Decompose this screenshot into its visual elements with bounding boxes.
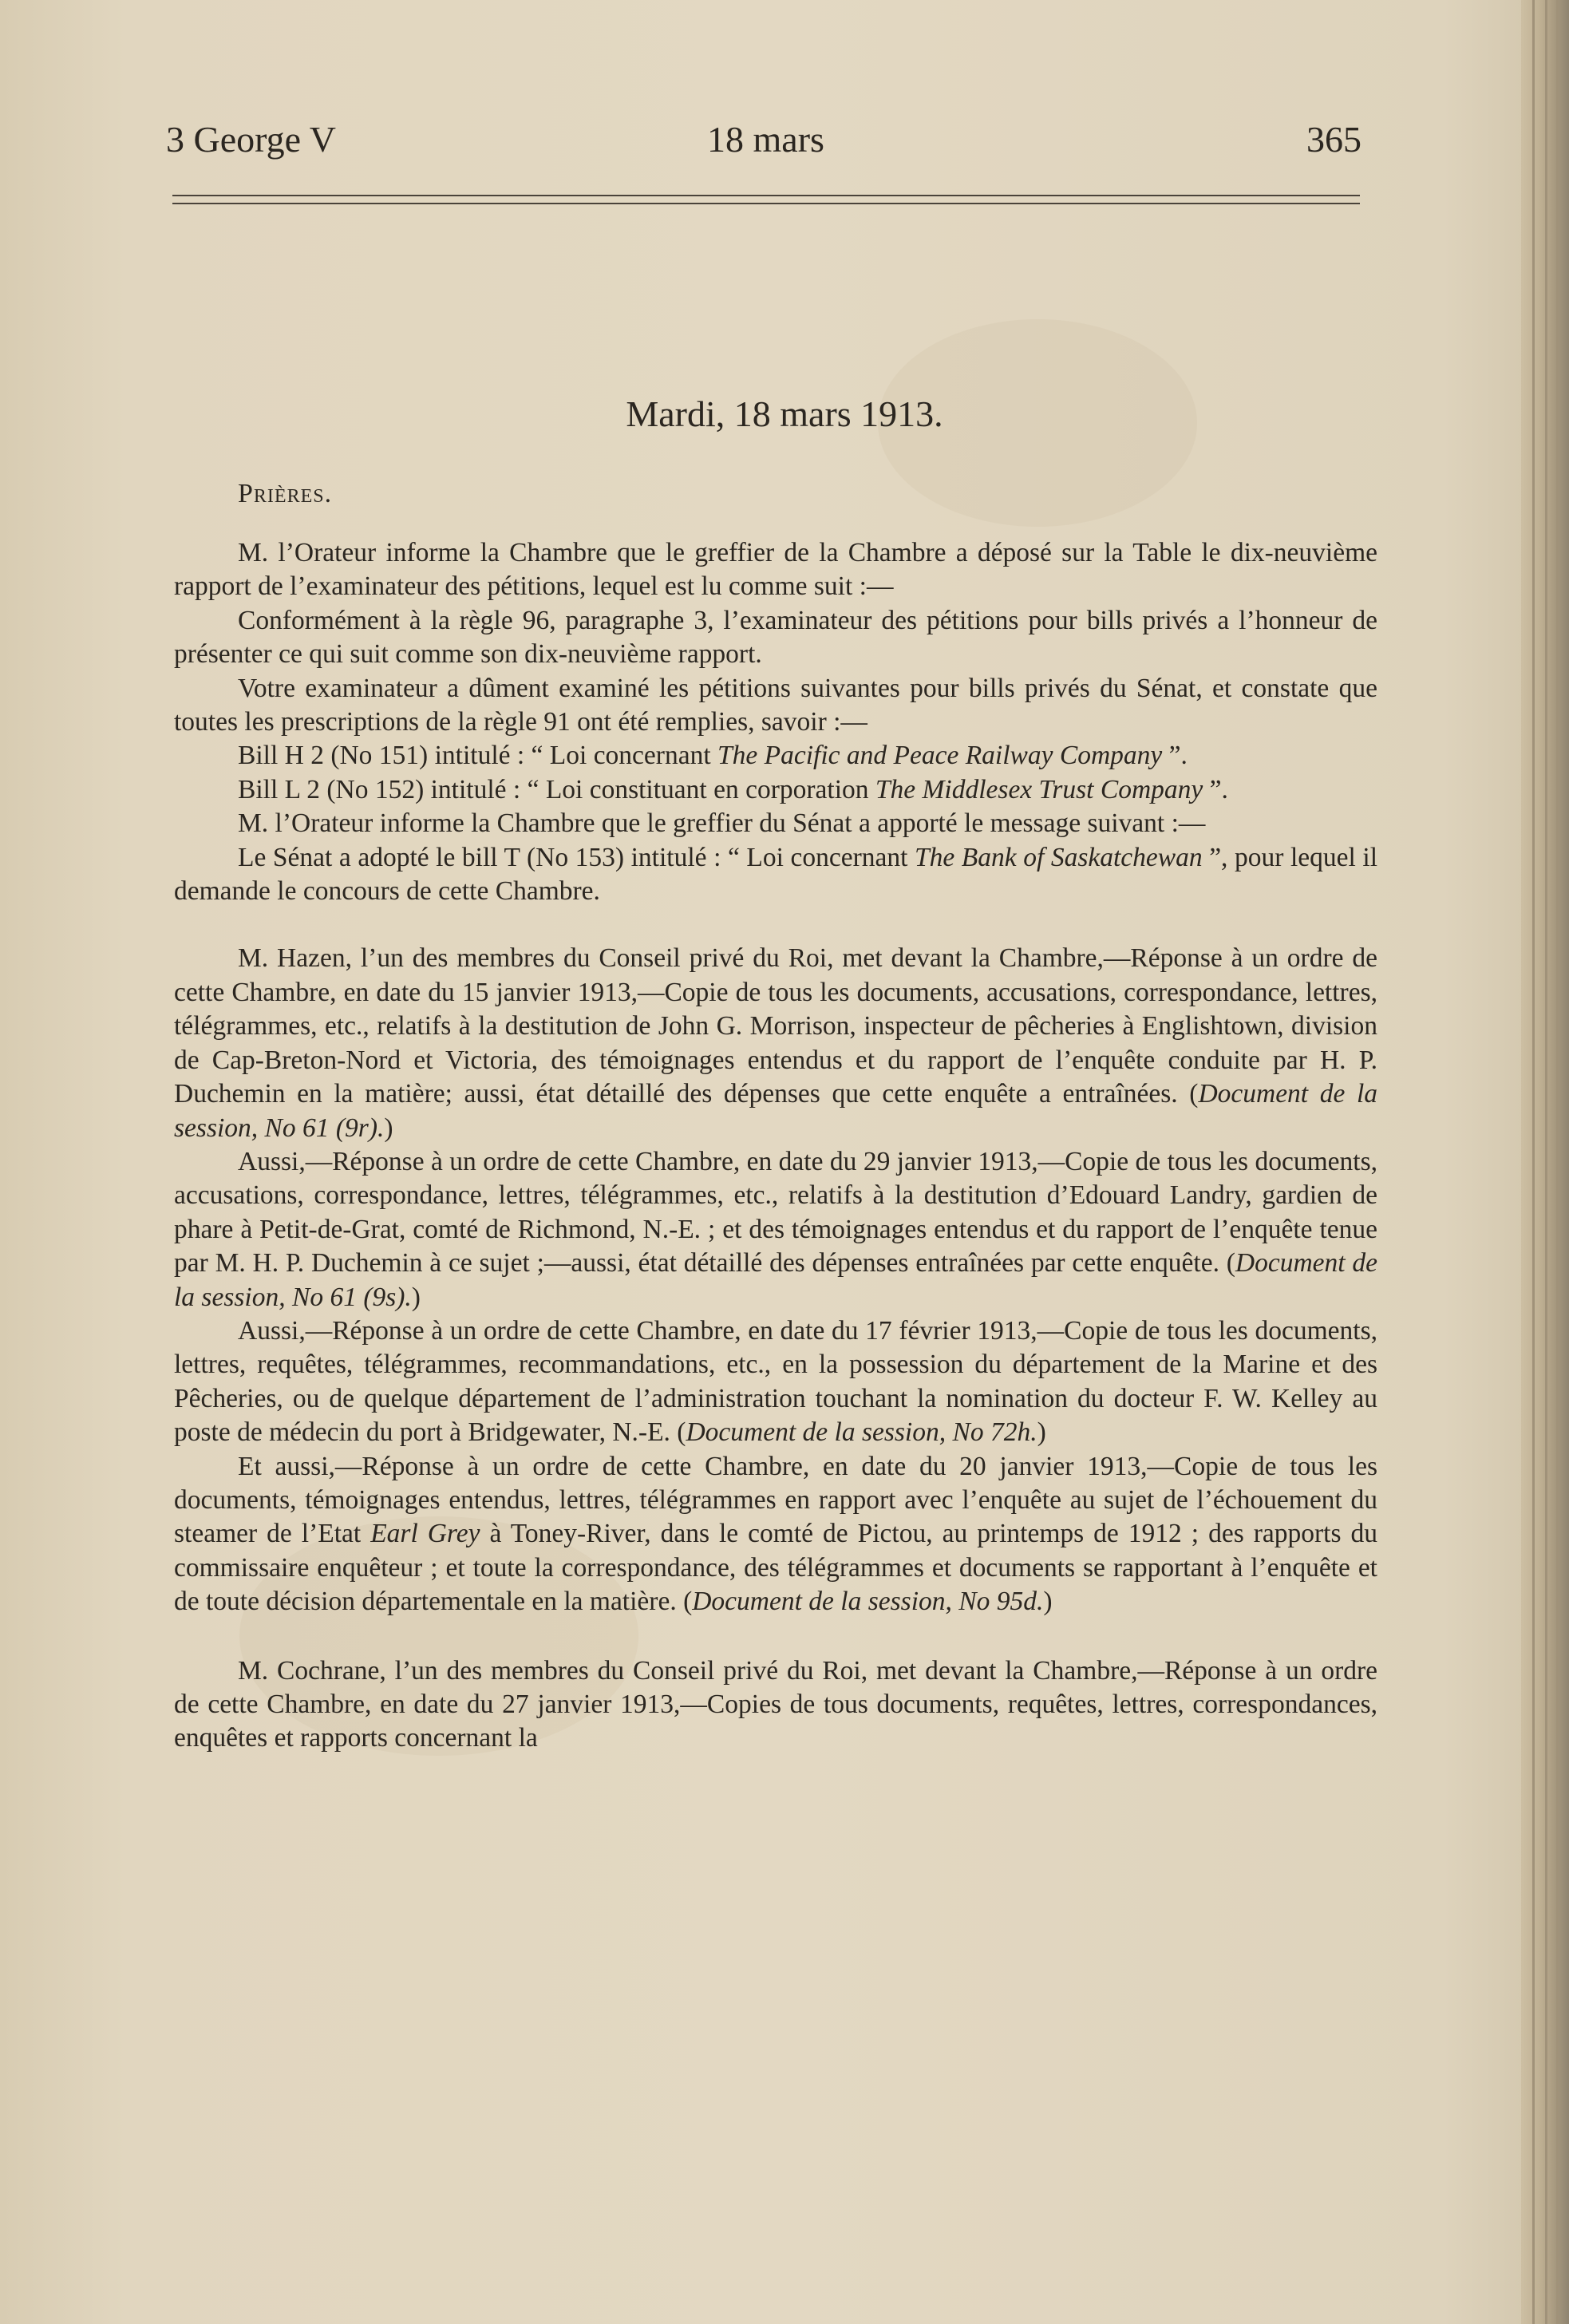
paragraph bbox=[174, 773, 1377, 807]
paragraph-text: Bill L 2 (No 152) intitulé : “ Loi constituant en corporation bbox=[238, 774, 875, 804]
italic-title: The Pacific and Peace Railway Company bbox=[717, 741, 1163, 771]
paragraph-text: M. Hazen, l’un des membres du Conseil privé du Roi, met devant la Chambre,—Réponse à un ordre de cette Chambre, en date du 15 janvier 1913,—Copie de tous les documents, accusations, correspondance, lettres, télégrammes, etc., relatifs à la destitution de John G. Morrison, inspecteur de pêcheries à Englishtown, division de Cap-Breton-Nord et Victoria, des témoignages entendus et du rapport de l’enquête conduite par H. P. Duchemin en la matière; aussi, état détaillé des dépenses que cette enquête a entraînées. ( bbox=[174, 943, 1377, 1109]
body-text bbox=[174, 536, 1377, 1756]
paragraph bbox=[174, 739, 1377, 773]
session-document-ref: Document de la session, No 72h. bbox=[686, 1417, 1037, 1448]
paragraph-text: Le Sénat a adopté le bill T (No 153) intitulé : “ Loi concernant bbox=[238, 842, 915, 872]
paragraph bbox=[174, 1314, 1377, 1450]
session-document-ref: Document de la session, No 61 (9r). bbox=[174, 1079, 1378, 1143]
paragraph-text: ”, pour lequel il demande le concours de cette Chambre. bbox=[174, 842, 1378, 907]
paragraph-text: M. l’Orateur informe la Chambre que le greffier de la Chambre a déposé sur la Table le dix-neuvième rapport de l’examinateur des pétitions, lequel est lu comme suit :— bbox=[174, 538, 1377, 602]
page-title: Mardi, 18 mars 1913. bbox=[626, 393, 943, 434]
page-edge-line bbox=[1545, 0, 1547, 2324]
paragraph bbox=[174, 1450, 1377, 1619]
paragraph-text: ) bbox=[384, 1113, 393, 1143]
paragraph bbox=[174, 536, 1377, 604]
header-rule bbox=[172, 195, 1360, 204]
paragraph-text: M. l’Orateur informe la Chambre que le greffier du Sénat a apporté le message suivant :— bbox=[238, 808, 1206, 839]
paragraph bbox=[174, 1654, 1377, 1756]
paragraph-text: à Toney-River, dans le comté de Pictou, au printemps de 1912 ; des rapports du commissaire enquêteur ; et toute la correspondance, des télégrammes et documents se rapportant à l’enquête et de toute décision départementale en la matière. ( bbox=[174, 1519, 1377, 1617]
paragraph-text: ”. bbox=[1203, 774, 1228, 804]
paragraph bbox=[174, 1145, 1377, 1314]
paragraph bbox=[174, 807, 1377, 840]
paragraph bbox=[174, 672, 1377, 740]
paragraph-text: ”. bbox=[1162, 741, 1188, 771]
paragraph-text: Conformément à la règle 96, paragraphe 3, l’examinateur des pétitions pour bills privés a l’honneur de présenter ce qui suit comme son dix-neuvième rapport. bbox=[174, 605, 1377, 670]
paragraph-text: M. Cochrane, l’un des membres du Conseil privé du Roi, met devant la Chambre,—Réponse à un ordre de cette Chambre, en date du 27 janvier 1913,—Copies de tous documents, requêtes, lettres, correspondances, enquêtes et rapports concernant la bbox=[174, 1655, 1377, 1753]
italic-title: The Middlesex Trust Company bbox=[875, 774, 1203, 804]
paragraph-text: Votre examinateur a dûment examiné les pétitions suivantes pour bills privés du Sénat, et constate que toutes les prescriptions de la règle 91 ont été remplies, savoir :— bbox=[174, 673, 1377, 737]
page-edge bbox=[1521, 0, 1569, 2324]
page-edge-line bbox=[1556, 0, 1559, 2324]
running-head-left: 3 George V bbox=[166, 119, 336, 160]
prieres-label: Prières. bbox=[238, 479, 333, 508]
paragraph-text: Et aussi,—Réponse à un ordre de cette Chambre, en date du 20 janvier 1913,—Copie de tous les documents, témoignages entendus, lettres, télégrammes en rapport avec l’enquête au sujet de l’échouement du steamer de l’Etat bbox=[174, 1451, 1377, 1549]
running-head bbox=[166, 118, 1362, 166]
italic-title: The Bank of Saskatchewan bbox=[914, 842, 1203, 872]
paragraph bbox=[174, 604, 1377, 672]
session-document-ref: Document de la session, No 61 (9s). bbox=[174, 1248, 1377, 1312]
paragraph-text: ) bbox=[411, 1282, 421, 1312]
paragraph-text: Bill H 2 (No 151) intitulé : “ Loi concernant bbox=[238, 741, 718, 771]
paragraph-text: ) bbox=[1037, 1417, 1046, 1448]
page-edge-line bbox=[1532, 0, 1535, 2324]
italic-title: Earl Grey bbox=[370, 1519, 480, 1549]
paragraph bbox=[174, 841, 1377, 909]
paragraph bbox=[174, 942, 1377, 1144]
page-number: 365 bbox=[1306, 119, 1362, 160]
paragraph-text: Aussi,—Réponse à un ordre de cette Chambre, en date du 17 février 1913,—Copie de tous les documents, lettres, requêtes, télégrammes, recommandations, etc., en la possession du département de la Marine et des Pêcheries, ou de quelque département de l’administration touchant la nomination du docteur F. W. Kelley au poste de médecin du port à Bridgewater, N.-E. ( bbox=[174, 1315, 1377, 1448]
paragraph-text: ) bbox=[1043, 1587, 1053, 1617]
session-document-ref: Document de la session, No 95d. bbox=[692, 1587, 1044, 1617]
paragraph-text: Aussi,—Réponse à un ordre de cette Chambre, en date du 29 janvier 1913,—Copie de tous les documents, accusations, correspondance, lettres, télégrammes, etc., relatifs à la destitution d’Edouard Landry, gardien de phare à Petit-de-Grat, comté de Richmond, N.-E. ; et des témoignages entendus et du rapport de l’enquête tenue par M. H. P. Duchemin à ce sujet ;—aussi, état détaillé des dépenses entraînées par cette enquête. ( bbox=[174, 1146, 1377, 1279]
running-head-date: 18 mars bbox=[707, 119, 824, 160]
